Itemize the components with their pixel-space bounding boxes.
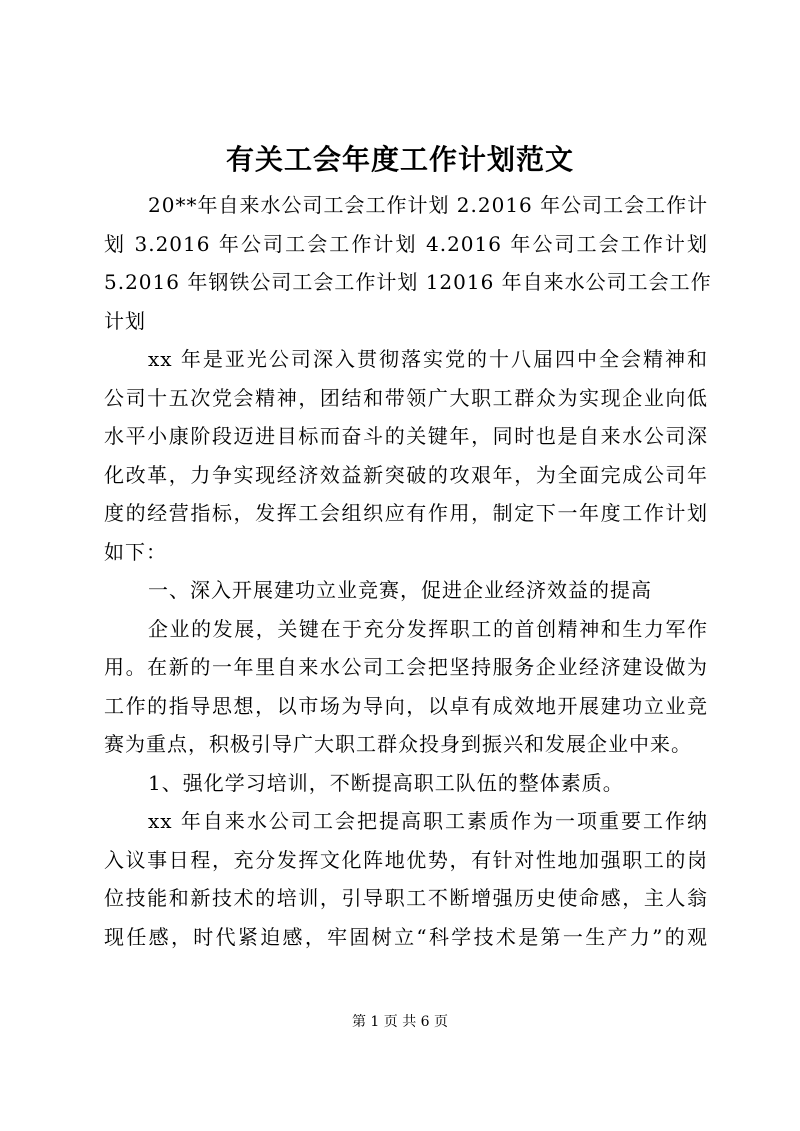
text-line: 度的经营指标，发挥工会组织应有作用，制定下一年度工作计划 [104, 501, 708, 525]
text-line: 如下： [104, 539, 167, 564]
document-body [104, 186, 712, 956]
text-line: 赛为重点，积极引导广大职工群众投身到振兴和发展企业中来。 [104, 732, 692, 756]
text-line: 企业的发展，关键在于充分发挥职工的首创精神和生力军作 [148, 616, 708, 641]
text-line: 20**年自来水公司工会工作计划 2.2016 年公司工会工作计 [148, 193, 709, 217]
document-title: 有关工会年度工作计划范文 [225, 143, 574, 176]
text-line: 工作的指导思想，以市场为导向，以卓有成效地开展建功立业竞 [104, 693, 708, 718]
text-line: 公司十五次党会精神，团结和带领广大职工群众为实现企业向低 [104, 385, 708, 410]
text-line: 一、深入开展建功立业竞赛，促进企业经济效益的提高 [148, 578, 652, 602]
page-footer: 第 1 页 共 6 页 [351, 1014, 449, 1030]
text-line: 用。在新的一年里自来水公司工会把坚持服务企业经济建设做为 [104, 655, 708, 679]
text-line: 现任感，时代紧迫感，牢固树立“科学技术是第一生产力”的观 [104, 924, 708, 949]
text-line: 划 3.2016 年公司工会工作计划 4.2016 年公司工会工作计划 [104, 231, 708, 256]
text-line: 入议事日程，充分发挥文化阵地优势，有针对性地加强职工的岗 [104, 847, 708, 872]
text-line: 水平小康阶段迈进目标而奋斗的关键年，同时也是自来水公司深 [104, 424, 708, 448]
text-line: xx 年自来水公司工会把提高职工素质作为一项重要工作纳 [148, 809, 708, 833]
text-line: 位技能和新技术的培训，引导职工不断增强历史使命感，主人翁 [104, 886, 708, 910]
text-line: xx 年是亚光公司深入贯彻落实党的十八届四中全会精神和 [148, 347, 708, 371]
text-line: 1、强化学习培训，不断提高职工队伍的整体素质。 [148, 770, 624, 795]
text-line: 化改革，力争实现经济效益新突破的攻艰年，为全面完成公司年 [104, 462, 708, 487]
text-line: 5.2016 年钢铁公司工会工作计划 12016 年自来水公司工会工作 [104, 270, 712, 294]
text-line: 计划 [104, 308, 146, 333]
